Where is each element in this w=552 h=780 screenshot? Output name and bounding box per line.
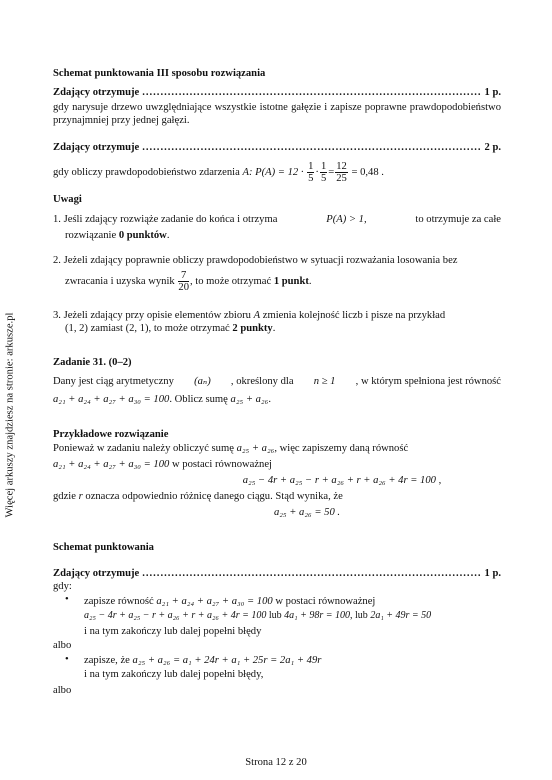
text: gdy obliczy prawdopodobieństwo zdarzenia xyxy=(53,167,240,178)
uwaga-2: 2. Jeżeli zdający poprawnie obliczy prawdopodobieństwo w sytuacji rozważania losowania bez zwracania i uzyska wynik $\frac{7}{20}$ , to może otrzymać 1 punkt. xyxy=(53,254,501,293)
schema-title: Schemat punktowania xyxy=(53,542,154,553)
text: , więc zapiszemy daną równość xyxy=(274,443,409,454)
fraction: $\frac{1}{5}$ xyxy=(320,161,327,185)
schema-bullet-2-end: i na tym zakończy lub dalej popełni błędy, xyxy=(84,669,264,680)
math-formula: a₂₅ + a₂₆ xyxy=(236,443,275,454)
fraction: $\frac{7}{20}$ xyxy=(178,270,189,293)
text: rozwiązanie xyxy=(65,230,117,241)
text: zapisze równość xyxy=(84,596,154,607)
text: , to może otrzymać xyxy=(189,275,272,287)
schema-bullet-1 xyxy=(84,594,504,610)
score-label: Zdający otrzymuje xyxy=(53,568,140,579)
albo-2: albo xyxy=(53,685,72,696)
task-31-content: Dany jest ciąg arytmetyczny (aₙ) , określony dla n ≥ 1 , w którym spełniona jest równość a₂₁ + a₂₄ + a₂₇ + a₃₀ = 100. Oblicz sumę a₂₅ + a₂₆. xyxy=(53,373,501,409)
math-formula: 2a₁ + 49r = 50 xyxy=(370,610,432,621)
text: , określony dla xyxy=(230,376,294,387)
math-formula: a₂₅ − 4r + a₂₅ − r + a₂₆ + r + a₂₆ + 4r = 100 , xyxy=(242,475,442,486)
fraction: $\frac{1}{5}$ xyxy=(308,161,314,185)
text: 1. Jeśli zdający rozwiąże zadanie do końca i otrzyma xyxy=(53,214,278,225)
math-op: = xyxy=(328,167,335,178)
math-formula: a₂₅ + a₂₆ xyxy=(230,394,269,405)
leader-dots xyxy=(142,567,481,580)
math-event: A xyxy=(253,310,261,321)
text: oznacza odpowiednio różnicę danego ciągu. Stąd wynika, że xyxy=(85,491,343,502)
example-content xyxy=(53,441,501,521)
math-formula: a₂₅ − 4r + a₂₅ − r + a₂₆ + r + a₂₆ + 4r = 100 xyxy=(84,610,267,621)
side-watermark-text: Więcej arkuszy znajdziesz na stronie: arkusze.pl xyxy=(4,312,16,518)
page-number: Strona 12 z 20 xyxy=(245,757,307,768)
bold-text: 0 punktów xyxy=(118,230,167,241)
text: 3. Jeżeli zdający przy opisie elementów zbioru xyxy=(53,310,251,321)
text: zwracania i uzyska wynik xyxy=(65,275,175,287)
math-formula: (aₙ) xyxy=(194,376,211,387)
math-formula: P(A) > 1, xyxy=(326,214,367,225)
score-line-1 xyxy=(53,86,501,99)
math-result: = 0,48 . xyxy=(351,167,384,178)
heading-schema-3: Schemat punktowania III sposobu rozwiązania xyxy=(53,68,266,79)
score-line-2 xyxy=(53,141,501,154)
schema-score-line xyxy=(53,567,501,580)
score-label: Zdający otrzymuje xyxy=(53,142,140,153)
math-var: r xyxy=(78,491,83,502)
text: w postaci równoważnej xyxy=(171,459,273,470)
text: zapisze, że xyxy=(84,655,130,666)
math-formula: : P(A) = 12 · xyxy=(248,167,304,178)
text: w postaci równoważnej xyxy=(275,596,376,607)
bullet-icon: • xyxy=(65,594,69,605)
bullet-icon: • xyxy=(65,654,69,665)
schema-bullet-1-end: i na tym zakończy lub dalej popełni błędy xyxy=(84,626,262,637)
score-2-description xyxy=(53,160,501,186)
math-formula: a₂₁ + a₂₄ + a₂₇ + a₃₀ = 100 xyxy=(156,596,273,607)
text: , w którym spełniona jest równość xyxy=(355,376,501,387)
score-points: 1 p. xyxy=(484,568,501,579)
text: Ponieważ w zadaniu należy obliczyć sumę xyxy=(53,443,234,454)
text: . Oblicz sumę xyxy=(169,394,228,405)
leader-dots xyxy=(142,141,481,154)
math-formula: 4a₁ + 98r = 100 xyxy=(284,610,351,621)
albo-1: albo xyxy=(53,640,72,651)
text: , lub xyxy=(350,610,368,621)
bold-text: 1 punkt xyxy=(273,275,309,287)
task-31-title: Zadanie 31. (0–2) xyxy=(53,357,132,368)
uwagi-title: Uwagi xyxy=(53,194,82,205)
example-title: Przykładowe rozwiązanie xyxy=(53,429,169,440)
score-label: Zdający otrzymuje xyxy=(53,87,140,98)
score-1-description: gdy narysuje drzewo uwzględniające wszystkie istotne gałęzie i zapisze poprawne prawdopodobieństwo przynajmniej przy jednej gałęzi. xyxy=(53,102,501,126)
leader-dots xyxy=(142,86,481,99)
math-formula: a₂₅ + a₂₆ = 50 . xyxy=(273,507,341,518)
schema-bullet-2 xyxy=(84,654,504,667)
text: 2. Jeżeli zdający poprawnie obliczy prawdopodobieństwo w sytuacji rozważania losowania bez xyxy=(53,255,458,266)
math-formula: a₂₁ + a₂₄ + a₂₇ + a₃₀ = 100 xyxy=(53,459,170,470)
text: (1, 2) zamiast (2, 1), to może otrzymać xyxy=(65,323,230,334)
schema-gdy: gdy: xyxy=(53,581,72,592)
side-watermark xyxy=(2,250,18,580)
schema-bullet-1-formulas xyxy=(84,609,504,623)
text: Dany jest ciąg arytmetyczny xyxy=(53,376,174,387)
math-formula: n ≥ 1 xyxy=(313,376,336,387)
uwaga-3: 3. Jeżeli zdający przy opisie elementów zbioru A zmienia kolejność liczb i pisze na przykład (1, 2) zamiast (2, 1), to może otrzymać 2 punkty. xyxy=(53,310,446,334)
text: lub xyxy=(268,610,282,621)
bold-text: 2 punkty xyxy=(232,323,273,334)
math-event: A xyxy=(242,167,249,178)
math-formula: a₂₅ + a₂₆ = a₁ + 24r + a₁ + 25r = 2a₁ + 49r xyxy=(132,655,322,666)
score-points: 1 p. xyxy=(484,87,501,98)
text: zmienia kolejność liczb i pisze na przykład xyxy=(262,310,446,321)
uwaga-1: 1. Jeśli zdający rozwiąże zadanie do końca i otrzyma P(A) > 1, to otrzymuje za całe rozwiązanie 0 punktów. xyxy=(53,214,501,241)
text: gdzie xyxy=(53,491,76,502)
fraction: $\frac{12}{25}$ xyxy=(336,161,347,185)
math-op: · xyxy=(315,167,319,178)
text: to otrzymuje za całe xyxy=(415,214,501,225)
score-points: 2 p. xyxy=(484,142,501,153)
math-formula: a₂₁ + a₂₄ + a₂₇ + a₃₀ = 100 xyxy=(53,394,170,405)
